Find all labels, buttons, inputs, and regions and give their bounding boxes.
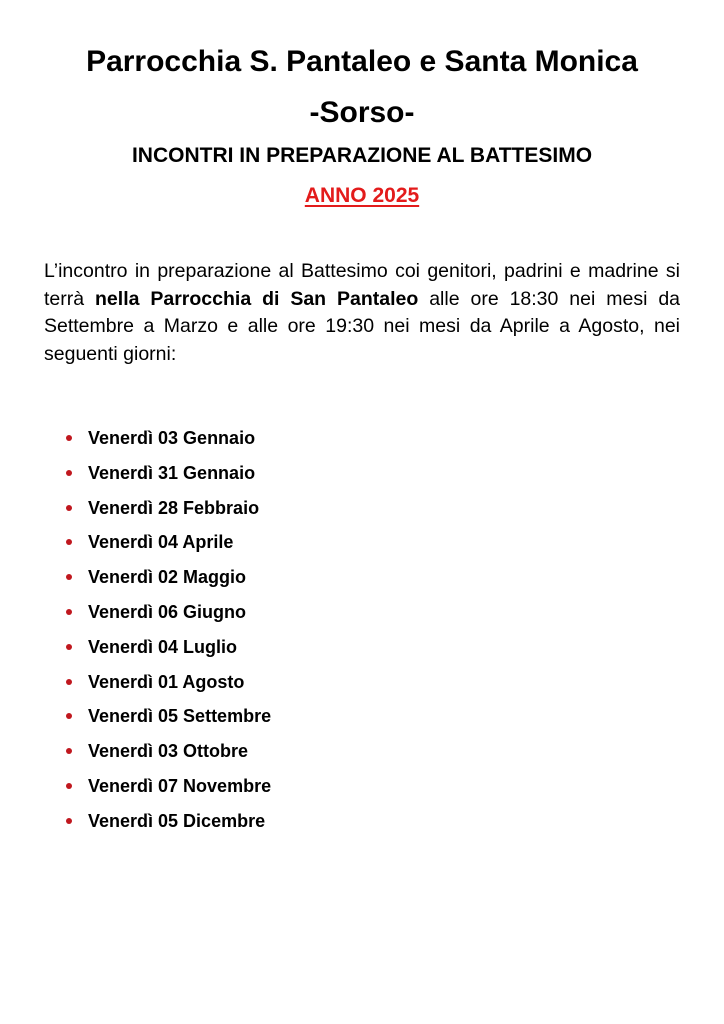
date-item bbox=[66, 772, 271, 807]
bullet-icon bbox=[66, 539, 72, 545]
bullet-icon bbox=[66, 748, 72, 754]
date-item bbox=[66, 737, 271, 772]
intro-text-part2: alle ore 18:30 nei mesi da Settembre a Marzo e alle ore 19:30 nei mesi da Aprile a Agosto, nei seguenti giorni: bbox=[44, 287, 681, 365]
date-label: Venerdì 05 Settembre bbox=[88, 706, 272, 727]
date-label: Venerdì 28 Febbraio bbox=[88, 497, 260, 518]
bullet-icon bbox=[66, 609, 72, 615]
bullet-icon bbox=[66, 644, 72, 650]
year-label: ANNO 2025 bbox=[304, 184, 420, 207]
town-subtitle: -Sorso- bbox=[309, 96, 415, 129]
bullet-icon bbox=[66, 713, 72, 719]
date-label: Venerdì 04 Aprile bbox=[88, 532, 234, 553]
date-item bbox=[66, 528, 271, 563]
intro-bold-location: nella Parrocchia di San Pantaleo bbox=[95, 287, 419, 310]
date-item bbox=[66, 563, 271, 598]
date-label: Venerdì 01 Agosto bbox=[88, 671, 245, 692]
year-heading bbox=[0, 182, 724, 210]
date-label: Venerdì 03 Ottobre bbox=[88, 741, 249, 762]
date-label: Venerdì 06 Giugno bbox=[88, 601, 247, 622]
bullet-icon bbox=[66, 574, 72, 580]
bullet-icon bbox=[66, 505, 72, 511]
date-label: Venerdì 31 Gennaio bbox=[88, 462, 256, 483]
date-label: Venerdì 03 Gennaio bbox=[88, 428, 256, 448]
date-label: Venerdì 04 Luglio bbox=[88, 636, 238, 657]
date-label: Venerdì 05 Dicembre bbox=[88, 810, 266, 831]
date-label: Venerdì 02 Maggio bbox=[88, 567, 247, 588]
bullet-icon bbox=[66, 435, 72, 441]
date-label: Venerdì 07 Novembre bbox=[88, 775, 272, 796]
date-item bbox=[66, 668, 271, 703]
bullet-icon bbox=[66, 818, 72, 824]
intro-text-part1: L’incontro in preparazione al Battesimo coi genitori, padrini e madrine si terrà bbox=[44, 260, 680, 310]
date-item bbox=[66, 807, 271, 842]
bullet-icon bbox=[66, 783, 72, 789]
date-item bbox=[66, 702, 271, 737]
intro-paragraph bbox=[44, 258, 680, 368]
date-item bbox=[66, 424, 271, 459]
bullet-icon bbox=[66, 470, 72, 476]
date-item bbox=[66, 598, 271, 633]
dates-list bbox=[66, 424, 271, 842]
parish-title: Parrocchia S. Pantaleo e Santa Monica bbox=[86, 45, 638, 78]
date-item bbox=[66, 633, 271, 668]
date-item bbox=[66, 459, 271, 494]
date-item bbox=[66, 494, 271, 529]
section-heading: INCONTRI IN PREPARAZIONE AL BATTESIMO bbox=[131, 144, 593, 167]
bullet-icon bbox=[66, 679, 72, 685]
